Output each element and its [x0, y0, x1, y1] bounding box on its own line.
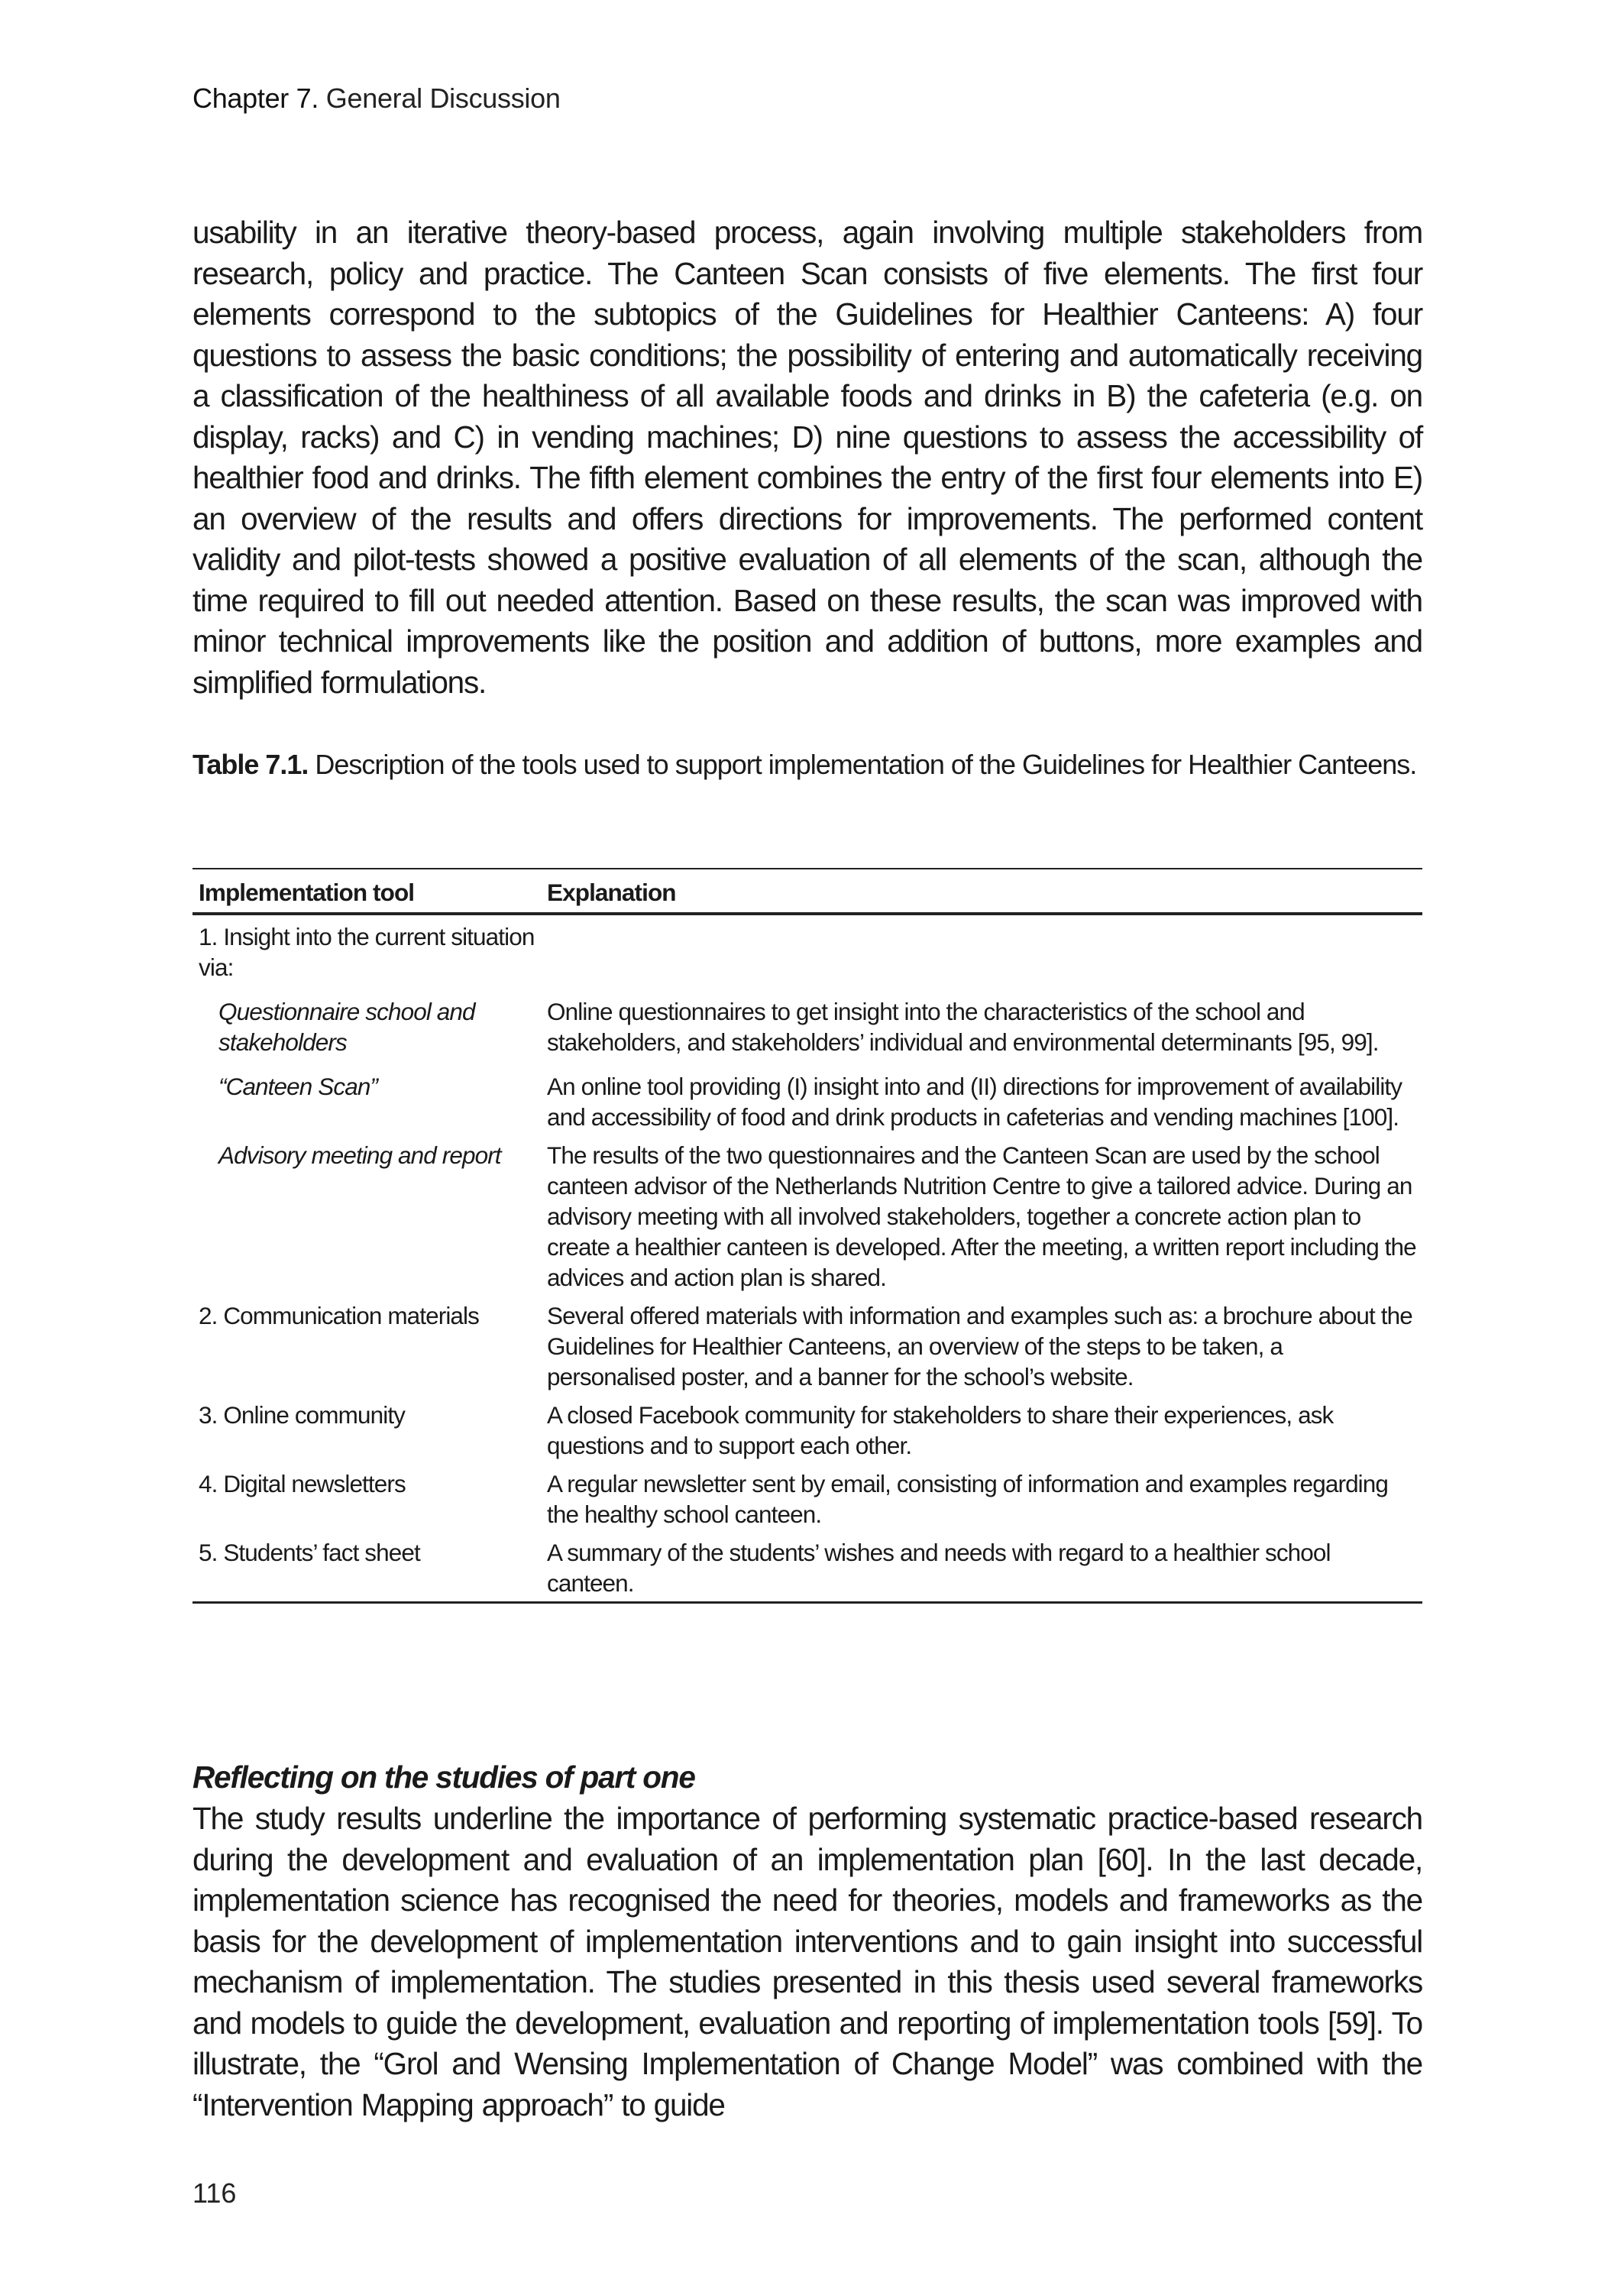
table-row [192, 996, 1422, 1071]
table-cell-explanation: A closed Facebook community for stakeholders to share their experiences, ask questions and to support each other. [547, 1401, 1334, 1459]
table-cell-explanation: Online questionnaires to get insight into the characteristics of the school and stakeholders, and stakeholders’ individual and environmental determinants [95, 99]. [547, 998, 1379, 1056]
table-header-explanation: Explanation [541, 869, 1422, 914]
body-paragraph-1: usability in an iterative theory-based process, again involving multiple stakeholders from research, policy and practice. The Canteen Scan consists of five elements. The first four elements correspond to the subtopics of the Guidelines for Healthier Canteens: A) four questions to assess the basic conditions; the possibility of entering and automatically receiving a classification of the healthiness of all available foods and drinks in B) the cafeteria (e.g. on display, racks) and C) in vending machines; D) nine questions to assess the accessibility of healthier food and drinks. The fifth element combines the entry of the first four elements into E) an overview of the results and offers directions for improvements. The performed content validity and pilot-tests showed a positive evaluation of all elements of the scan, although the time required to fill out needed attention. Based on these results, the scan was improved with minor technical improvements like the position and addition of buttons, more examples and simplified formulations. [192, 215, 1422, 700]
table-caption-text: Description of the tools used to support implementation of the Guidelines for Healthier Canteens. [308, 749, 1417, 780]
table-cell-tool: 2. Communication materials [199, 1302, 479, 1329]
page-number: 116 [192, 2177, 237, 2209]
table-cell-tool: Questionnaire school and stakeholders [218, 998, 475, 1056]
table-row [192, 1140, 1422, 1300]
table-caption [192, 744, 1422, 785]
running-head-chapter: Chapter 7. [192, 83, 319, 114]
implementation-tools-table [192, 868, 1422, 1604]
table-row [192, 1300, 1422, 1400]
table-cell-explanation: An online tool providing (I) insight into and (II) directions for improvement of availability and accessibility of food and drink products in cafeterias and vending machines [100]. [547, 1073, 1402, 1131]
table-row [192, 1071, 1422, 1140]
body-paragraph-2: The study results underline the importance of performing systematic practice-based research during the development and evaluation of an implementation plan [60]. In the last decade, implementation science has recognised the need for theories, models and frameworks as the basis for the development of implementation interventions and to gain insight into successful mechanism of implementation. The studies presented in this thesis used several frameworks and models to guide the development, evaluation and reporting of implementation tools [59]. To illustrate, the “Grol and Wensing Implementation of Change Model” was combined with the “Intervention Mapping approach” to guide [192, 1801, 1422, 2122]
table-cell-explanation: The results of the two questionnaires and the Canteen Scan are used by the school canteen advisor of the Netherlands Nutrition Centre to give a tailored advice. During an advisory meeting with all involved stakeholders, together a concrete action plan to create a healthier canteen is developed. After the meeting, a written report including the advices and action plan is shared. [547, 1141, 1416, 1291]
table-header-row [192, 869, 1422, 914]
table-cell-tool: Advisory meeting and report [218, 1141, 501, 1169]
table-cell-explanation: Several offered materials with information and examples such as: a brochure about the Guidelines for Healthier Canteens, an overview of the steps to be taken, a personalised poster, and a banner for the school’s website. [547, 1302, 1412, 1390]
table-row [192, 914, 1422, 996]
running-head [192, 83, 561, 115]
section-heading: Reflecting on the studies of part one [192, 1759, 695, 1795]
table-row [192, 1468, 1422, 1537]
table-cell-tool: 3. Online community [199, 1401, 406, 1429]
table-row [192, 1537, 1422, 1603]
running-head-title: General Discussion [319, 83, 561, 114]
table-cell-tool: “Canteen Scan” [218, 1073, 378, 1100]
table-cell-tool: 4. Digital newsletters [199, 1470, 406, 1497]
table-cell-explanation [541, 914, 1422, 996]
table-cell-explanation: A summary of the students’ wishes and needs with regard to a healthier school canteen. [541, 1537, 1422, 1603]
table-row [192, 1400, 1422, 1468]
table-caption-label: Table 7.1. [192, 749, 309, 780]
table-cell-tool: 1. Insight into the current situation via: [199, 923, 535, 981]
table-cell-tool: 5. Students’ fact sheet [192, 1537, 541, 1603]
table-cell-explanation: A regular newsletter sent by email, consisting of information and examples regarding the healthy school canteen. [547, 1470, 1389, 1528]
table-header-tool: Implementation tool [192, 869, 541, 914]
